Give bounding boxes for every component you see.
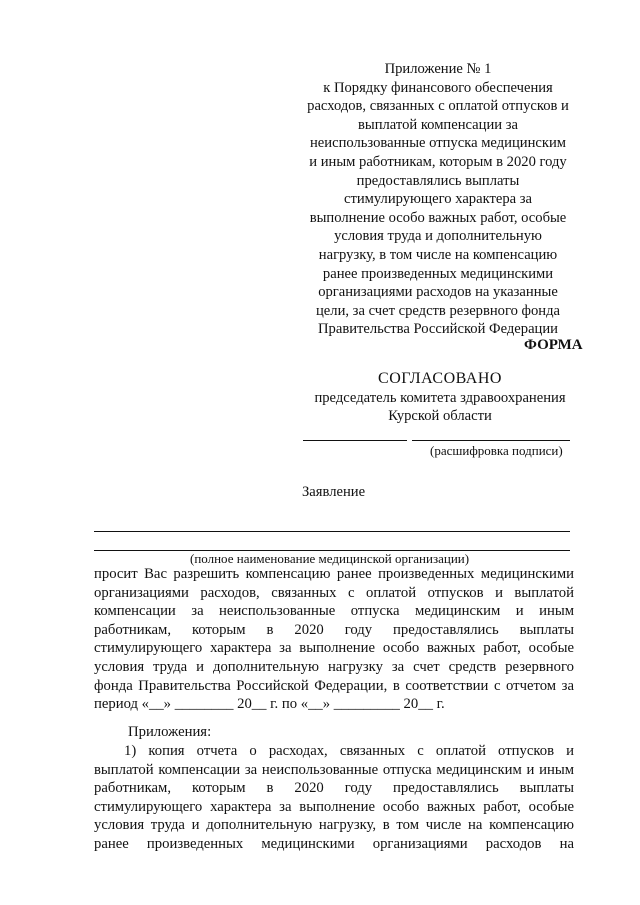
signature-caption: (расшифровка подписи)	[430, 443, 563, 458]
body-line: 1) копия отчета о расходах, связанных с оплатой отпусков и	[124, 743, 574, 759]
body-line: работникам, которым в 2020 году предоставлялись выплаты	[94, 621, 574, 638]
body-line: ранее произведенных медицинскими организациями расходов на	[94, 835, 574, 852]
approval-region: Курской области	[388, 408, 492, 424]
appendix-line: расходов, связанных с оплатой отпусков и	[307, 98, 569, 115]
body-line: компенсации за неиспользованные отпуска медицинским и иным	[94, 603, 574, 620]
signature-line	[303, 440, 407, 441]
statement-title: Заявление	[302, 484, 366, 500]
approval-position: председатель комитета здравоохранения	[314, 389, 566, 406]
body-line: условия труда и дополнительную нагрузку за счет средств резервного	[94, 658, 574, 675]
appendix-line: Правительства Российской Федерации	[318, 321, 558, 338]
appendix-header	[288, 60, 588, 339]
body-line: просит Вас разрешить компенсацию ранее произведенных медицинскими	[94, 566, 574, 582]
appendix-line: цели, за счет средств резервного фонда	[316, 302, 560, 319]
approval-block	[300, 370, 580, 426]
attachment-item-1	[94, 742, 574, 854]
appendix-line: неиспользованные отпуска медицинским	[310, 135, 566, 152]
org-name-caption: (полное наименование медицинской организации)	[190, 551, 470, 566]
appendix-line: предоставлялись выплаты	[356, 172, 520, 189]
signature-name-line	[412, 440, 570, 441]
body-line: организациями расходов, связанных с оплатой отпусков и выплатой	[94, 584, 574, 601]
body-line: стимулирующего характера за выполнение особо важных работ, особые	[94, 640, 574, 657]
appendix-line: условия труда и дополнительную	[334, 228, 542, 245]
appendix-line: к Порядку финансового обеспечения	[323, 79, 553, 96]
appendix-line: ранее произведенных медицинскими	[322, 265, 554, 282]
body-line: выплатой компенсации за неиспользованные отпуска медицинским и иным	[94, 761, 574, 778]
approval-title: СОГЛАСОВАНО	[378, 370, 502, 387]
appendix-line: стимулирующего характера за	[343, 191, 532, 208]
statement-body	[94, 565, 574, 714]
body-line: период «__» ________ 20__ г. по «__» _________ 20__ г.	[94, 696, 445, 713]
appendix-line: выплатой компенсации за	[358, 116, 518, 133]
attachments-title: Приложения:	[128, 724, 212, 740]
org-name-line	[94, 531, 570, 532]
body-line: условия труда и дополнительную нагрузку, в том числе на компенсацию	[94, 817, 574, 834]
appendix-line: нагрузку, в том числе на компенсацию	[318, 246, 558, 263]
appendix-line: и иным работникам, которым в 2020 году	[309, 153, 567, 170]
form-label: ФОРМА	[524, 337, 583, 353]
body-line: работникам, которым в 2020 году предоставлялись выплаты	[94, 780, 574, 797]
appendix-line: выполнение особо важных работ, особые	[309, 209, 567, 226]
body-line: фонда Правительства Российской Федерации, в соответствии с отчетом за	[94, 677, 574, 694]
appendix-line: Приложение № 1	[384, 61, 492, 77]
appendix-line: организациями расходов на указанные	[318, 284, 558, 301]
body-line: стимулирующего характера за выполнение особо важных работ, особые	[94, 798, 574, 815]
